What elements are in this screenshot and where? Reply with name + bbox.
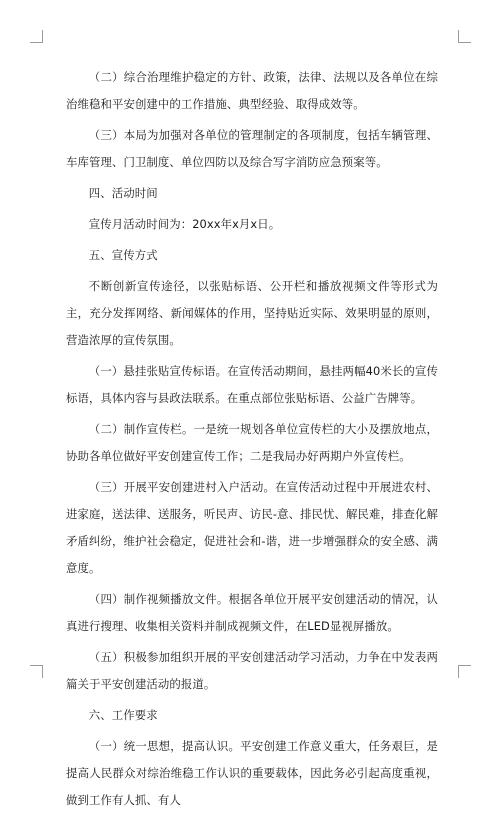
crop-mark-top-right <box>458 30 471 43</box>
section-heading: 五、宣传方式 <box>88 248 158 262</box>
paragraph: （四）制作视频播放文件。根据各单位开展平安创建活动的情况，认真进行搜理、收集相关资料并制成视频文件，在LED显视屏播放。 <box>66 592 438 633</box>
section-heading: 六、工作要求 <box>88 708 158 722</box>
paragraph: （五）积极参加组织开展的平安创建活动学习活动，力争在中发表两篇关于平安创建活动的报道。 <box>66 650 438 691</box>
paragraph: （三）本局为加强对各单位的管理制定的各项制度，包括车辆管理、车库管理、门卫制度、单位四防以及综合写字消防应急预案等。 <box>66 128 438 169</box>
crop-mark-bottom-left <box>30 665 43 678</box>
crop-mark-top-left <box>30 30 43 43</box>
paragraph: 宣传月活动时间为：20xx年x月x日。 <box>88 217 281 231</box>
paragraph: （二）综合治理维护稳定的方针、政策，法律、法规以及各单位在综治维稳和平安创建中的工作措施、典型经验、取得成效等。 <box>66 70 438 111</box>
paragraph: 不断创新宣传途径，以张贴标语、公开栏和播放视频文件等形式为主，充分发挥网络、新闻媒体的作用，坚持贴近实际、效果明显的原则，营造浓厚的宣传氛围。 <box>66 279 438 347</box>
section-heading: 四、活动时间 <box>88 186 158 200</box>
crop-mark-bottom-right <box>458 665 471 678</box>
paragraph: （三）开展平安创建进村入户活动。在宣传活动过程中开展进农村、进家庭，送法律、送服务，听民声、访民-意、排民忧、解民难，排查化解矛盾纠纷，维护社会稳定，促进社会和-谐，进一步增强群众的安全感、满意度。 <box>66 480 438 575</box>
document-body <box>66 64 438 818</box>
paragraph: （一）统一思想，提高认识。平安创建工作意义重大，任务艰巨，是提高人民群众对综治维稳工作认识的重要载体，因此务必引起高度重视，做到工作有人抓、有人 <box>66 739 438 807</box>
paragraph: （一）悬挂张贴宣传标语。在宣传活动期间，悬挂两幅40米长的宣传标语，具体内容与县政法联系。在重点部位张贴标语、公益广告牌等。 <box>66 364 438 405</box>
paragraph: （二）制作宣传栏。一是统一规划各单位宣传栏的大小及摆放地点，协助各单位做好平安创建宣传工作；二是我局办好两期户外宣传栏。 <box>66 422 438 463</box>
